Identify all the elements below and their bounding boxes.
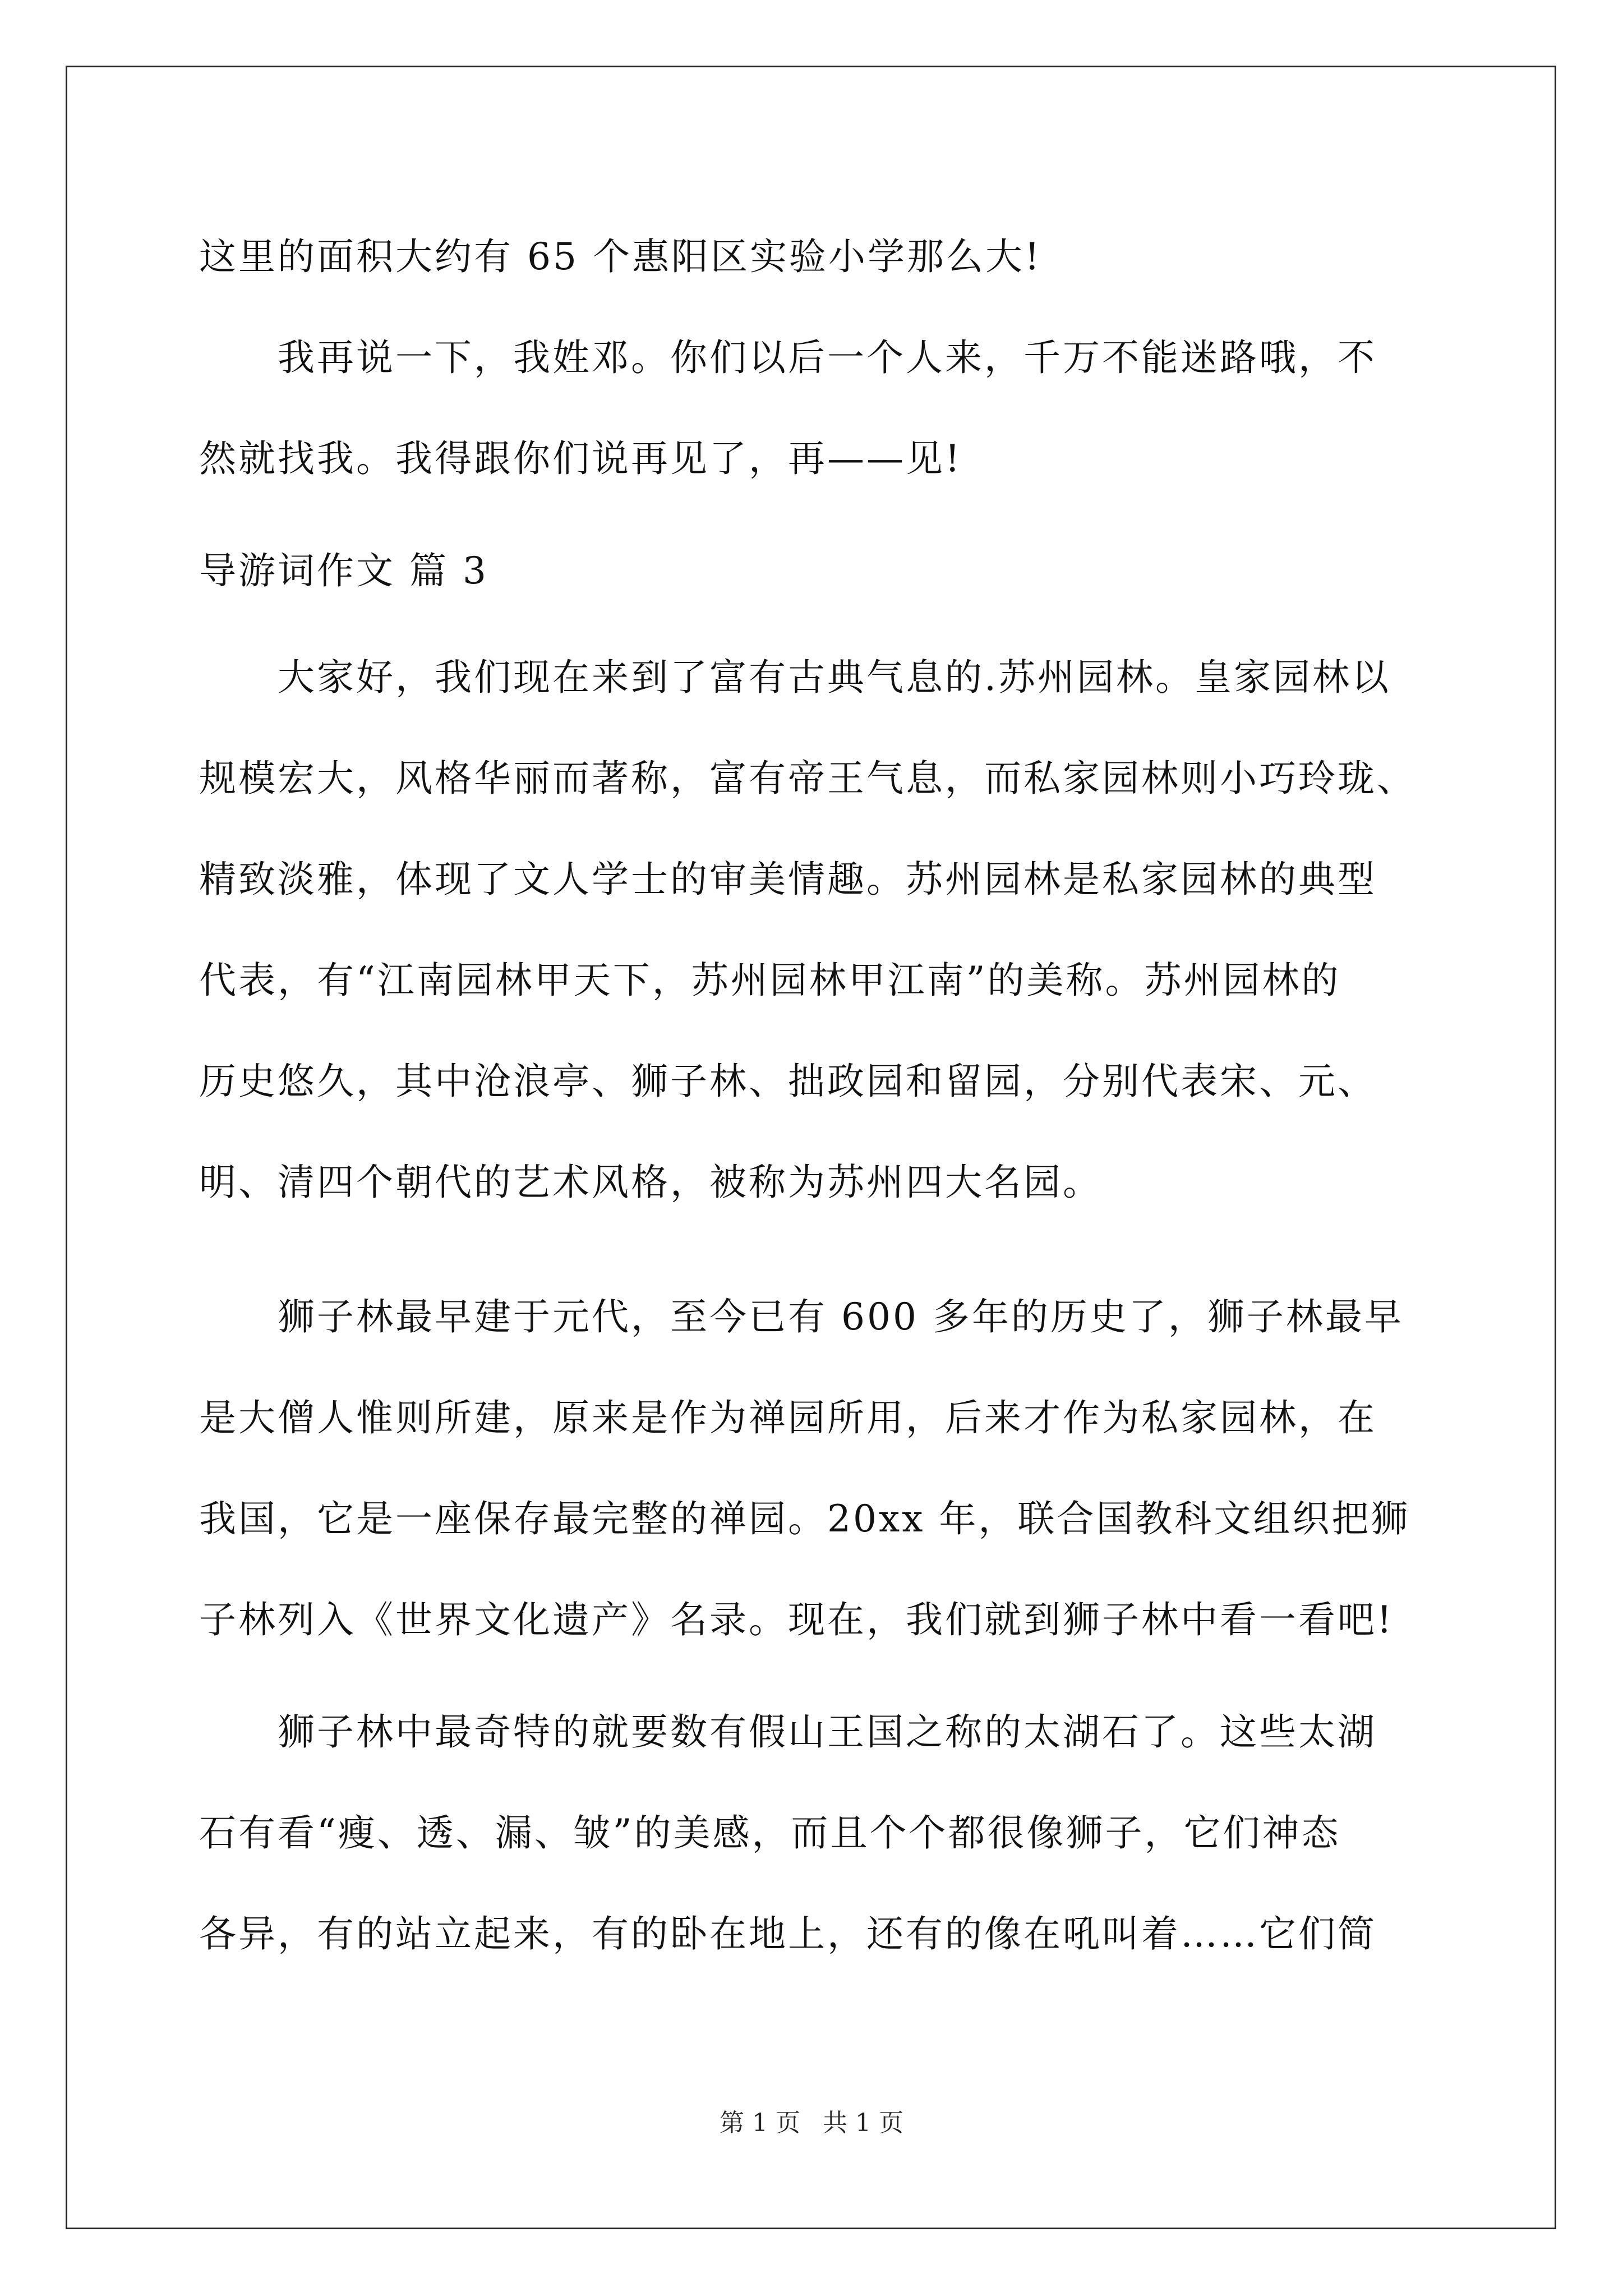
text-line-17: 各异，有的站立起来，有的卧在地上，还有的像在吼叫着……它们简: [199, 1912, 1377, 1955]
text-line-3: 然就找我。我得跟你们说再见了，再——见!: [199, 437, 962, 480]
text-line-6: 规模宏大，风格华丽而著称，富有帝王气息，而私家园林则小巧玲珑、: [199, 757, 1416, 800]
text-line-11: 狮子林最早建于元代，至今已有 600 多年的历史了，狮子林最早: [278, 1295, 1404, 1338]
page-border: [66, 66, 1556, 2229]
text-line-13: 我国，它是一座保存最完整的禅园。20xx 年，联合国教科文组织把狮: [199, 1497, 1410, 1540]
text-line-15: 狮子林中最奇特的就要数有假山王国之称的太湖石了。这些太湖: [278, 1710, 1377, 1754]
text-line-1: 这里的面积大约有 65 个惠阳区实验小学那么大!: [199, 235, 1042, 278]
text-line-5: 大家好，我们现在来到了富有古典气息的.苏州园林。皇家园林以: [278, 656, 1391, 699]
text-line-16: 石有看“瘦、透、漏、皱”的美感，而且个个都很像狮子，它们神态: [199, 1811, 1341, 1855]
section-heading: 导游词作文 篇 3: [199, 549, 488, 592]
page-number: 第 1 页: [720, 2109, 800, 2137]
text-line-2: 我再说一下，我姓邓。你们以后一个人来，千万不能迷路哦，不: [278, 336, 1377, 379]
page-total: 共 1 页: [823, 2109, 903, 2137]
text-line-7: 精致淡雅，体现了文人学士的审美情趣。苏州园林是私家园林的典型: [199, 858, 1377, 901]
text-line-14: 子林列入《世界文化遗产》名录。现在，我们就到狮子林中看一看吧!: [199, 1598, 1394, 1641]
text-line-10: 明、清四个朝代的艺术风格，被称为苏州四大名园。: [199, 1161, 1102, 1204]
text-line-12: 是大僧人惟则所建，原来是作为禅园所用，后来才作为私家园林，在: [199, 1396, 1377, 1439]
text-line-8: 代表，有“江南园林甲天下，苏州园林甲江南”的美称。苏州园林的: [199, 959, 1341, 1002]
page-footer: [0, 2106, 1623, 2140]
text-line-9: 历史悠久，其中沧浪亭、狮子林、拙政园和留园，分别代表宋、元、: [199, 1060, 1377, 1103]
